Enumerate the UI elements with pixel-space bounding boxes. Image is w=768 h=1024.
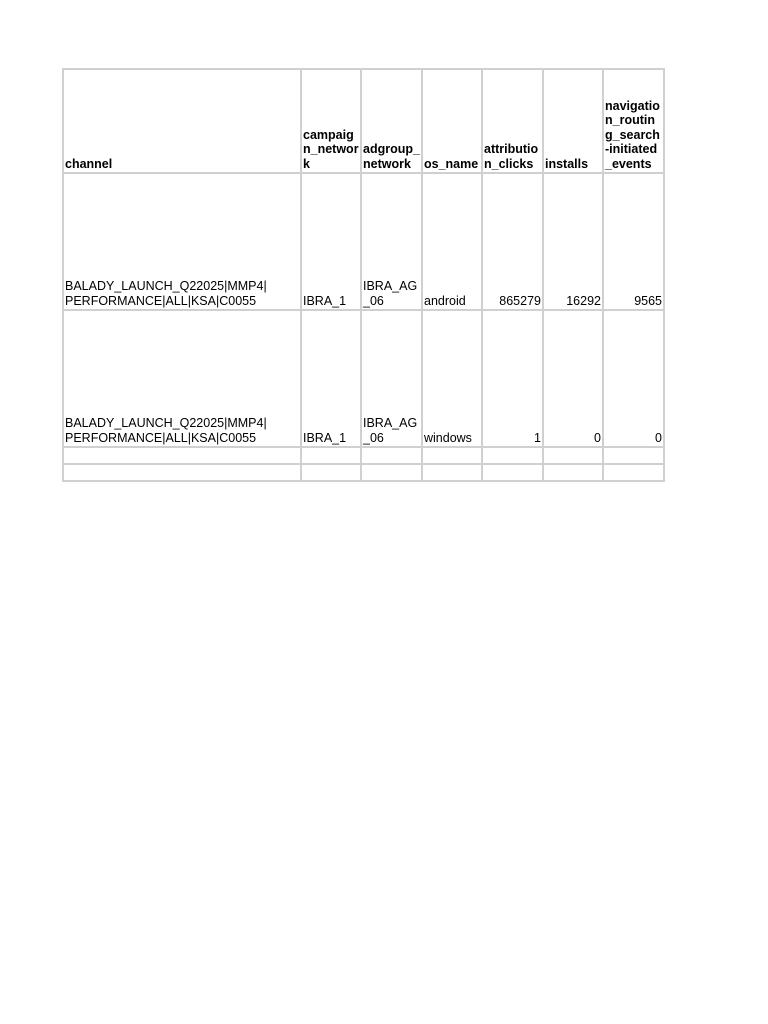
header-campaign-network[interactable]: campaign_network — [301, 69, 361, 173]
header-os-name[interactable]: os_name — [422, 69, 482, 173]
channel-line-2: PERFORMANCE|ALL|KSA|C0055 — [65, 430, 257, 445]
empty-row — [63, 447, 664, 464]
cell-campaign-network[interactable]: IBRA_1 — [301, 310, 361, 447]
empty-cell[interactable] — [422, 447, 482, 464]
empty-cell[interactable] — [603, 464, 664, 481]
cell-os-name[interactable]: android — [422, 173, 482, 310]
channel-line-1: BALADY_LAUNCH_Q22025|MMP4| — [65, 416, 267, 430]
empty-cell[interactable] — [422, 464, 482, 481]
cell-adgroup-network[interactable]: IBRA_AG_06 — [361, 173, 422, 310]
cell-campaign-network[interactable]: IBRA_1 — [301, 173, 361, 310]
cell-attribution-clicks[interactable]: 1 — [482, 310, 543, 447]
table-row — [63, 173, 664, 310]
empty-row — [63, 464, 664, 481]
header-installs[interactable]: installs — [543, 69, 603, 173]
header-attribution-clicks[interactable]: attribution_clicks — [482, 69, 543, 173]
empty-cell[interactable] — [482, 464, 543, 481]
empty-cell[interactable] — [603, 447, 664, 464]
empty-cell[interactable] — [301, 464, 361, 481]
header-channel[interactable]: channel — [63, 69, 301, 173]
empty-cell[interactable] — [63, 447, 301, 464]
empty-cell[interactable] — [361, 447, 422, 464]
empty-cell[interactable] — [361, 464, 422, 481]
empty-cell[interactable] — [543, 447, 603, 464]
cell-navigation-events[interactable]: 9565 — [603, 173, 664, 310]
cell-attribution-clicks[interactable]: 865279 — [482, 173, 543, 310]
table-row — [63, 310, 664, 447]
cell-navigation-events[interactable]: 0 — [603, 310, 664, 447]
empty-cell[interactable] — [63, 464, 301, 481]
empty-cell[interactable] — [482, 447, 543, 464]
cell-channel[interactable] — [63, 173, 301, 310]
cell-installs[interactable]: 16292 — [543, 173, 603, 310]
channel-line-2: PERFORMANCE|ALL|KSA|C0055 — [65, 293, 257, 308]
cell-channel[interactable] — [63, 310, 301, 447]
cell-os-name[interactable]: windows — [422, 310, 482, 447]
channel-line-1: BALADY_LAUNCH_Q22025|MMP4| — [65, 279, 267, 293]
empty-cell[interactable] — [543, 464, 603, 481]
cell-installs[interactable]: 0 — [543, 310, 603, 447]
header-adgroup-network[interactable]: adgroup_network — [361, 69, 422, 173]
header-navigation-events[interactable]: navigation_routing_search-initiated_events — [603, 69, 664, 173]
empty-cell[interactable] — [301, 447, 361, 464]
spreadsheet-table — [62, 68, 665, 482]
cell-adgroup-network[interactable]: IBRA_AG_06 — [361, 310, 422, 447]
header-row — [63, 69, 664, 173]
